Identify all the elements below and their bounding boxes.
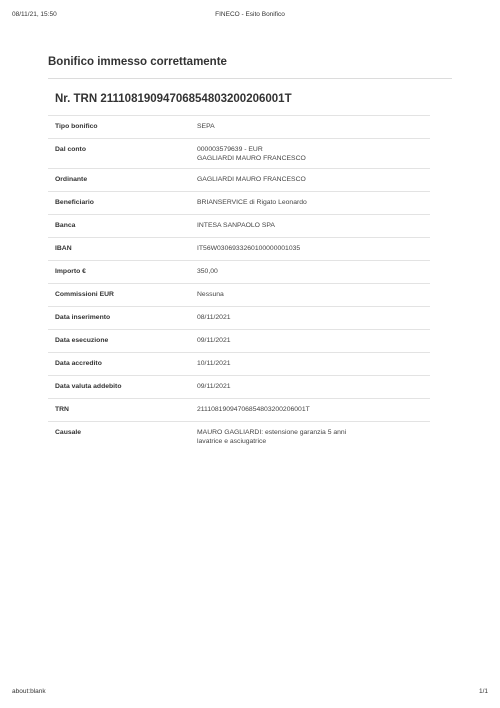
detail-value — [197, 146, 430, 168]
print-document-title: FINECO - Esito Bonifico — [215, 11, 285, 18]
detail-label: Causale — [55, 429, 82, 436]
detail-value-line: GAGLIARDI MAURO FRANCESCO — [197, 154, 306, 162]
detail-row — [48, 115, 430, 138]
detail-label: Beneficiario — [55, 199, 94, 206]
detail-row — [48, 329, 430, 352]
detail-label: Data esecuzione — [55, 337, 109, 344]
detail-value — [197, 429, 430, 451]
detail-value — [197, 245, 430, 260]
detail-value-line: BRIANSERVICE di Rigato Leonardo — [197, 199, 307, 206]
detail-label: IBAN — [55, 245, 72, 252]
detail-value-line: 09/11/2021 — [197, 337, 231, 344]
detail-value-line: GAGLIARDI MAURO FRANCESCO — [197, 176, 306, 183]
print-url: about:blank — [12, 688, 46, 695]
detail-row — [48, 237, 430, 260]
print-page-number: 1/1 — [478, 688, 488, 695]
detail-value — [197, 360, 430, 375]
detail-value-line: 000003579639 - EUR — [197, 146, 263, 153]
detail-value-line: IT56W0306933260100000001035 — [197, 245, 301, 252]
detail-value — [197, 199, 430, 214]
detail-value — [197, 222, 430, 237]
transfer-details-table — [48, 115, 430, 451]
detail-value-line: 10/11/2021 — [197, 360, 231, 367]
detail-row — [48, 138, 430, 168]
title-divider — [48, 78, 452, 79]
detail-value-line: 09/11/2021 — [197, 383, 231, 390]
detail-label: Ordinante — [55, 176, 88, 183]
detail-value — [197, 291, 430, 306]
detail-row — [48, 306, 430, 329]
detail-value — [197, 123, 430, 138]
trn-heading: Nr. TRN 21110819094706854803200206001T — [55, 93, 292, 105]
detail-label: Dal conto — [55, 146, 86, 153]
page-title: Bonifico immesso correttamente — [48, 56, 227, 68]
print-header — [0, 11, 500, 21]
detail-value-line: Nessuna — [197, 291, 224, 298]
detail-label: Data valuta addebito — [55, 383, 122, 390]
detail-label: Data inserimento — [55, 314, 111, 321]
print-datetime: 08/11/21, 15:50 — [12, 11, 57, 18]
detail-value — [197, 268, 430, 283]
detail-row — [48, 191, 430, 214]
detail-row — [48, 168, 430, 191]
detail-label: Tipo bonifico — [55, 123, 98, 130]
detail-label: Data accredito — [55, 360, 102, 367]
detail-row — [48, 260, 430, 283]
detail-value-line: 08/11/2021 — [197, 314, 231, 321]
detail-label: Commissioni EUR — [55, 291, 114, 298]
detail-value-line: SEPA — [197, 123, 215, 130]
detail-value-line: MAURO GAGLIARDI: estensione garanzia 5 anni — [197, 429, 347, 436]
detail-value — [197, 314, 430, 329]
detail-value — [197, 406, 430, 421]
detail-row — [48, 352, 430, 375]
detail-label: Importo € — [55, 268, 86, 275]
detail-value-line: 21110819094706854803200206001T — [197, 406, 310, 413]
detail-label: TRN — [55, 406, 69, 413]
detail-row — [48, 283, 430, 306]
detail-value — [197, 337, 430, 352]
detail-row — [48, 421, 430, 451]
detail-label: Banca — [55, 222, 76, 229]
detail-value — [197, 176, 430, 191]
detail-value-line: 350,00 — [197, 268, 218, 275]
detail-value-line: lavatrice e asciugatrice — [197, 437, 267, 445]
detail-value-line: INTESA SANPAOLO SPA — [197, 222, 275, 229]
detail-row — [48, 398, 430, 421]
detail-row — [48, 375, 430, 398]
detail-value — [197, 383, 430, 398]
detail-row — [48, 214, 430, 237]
